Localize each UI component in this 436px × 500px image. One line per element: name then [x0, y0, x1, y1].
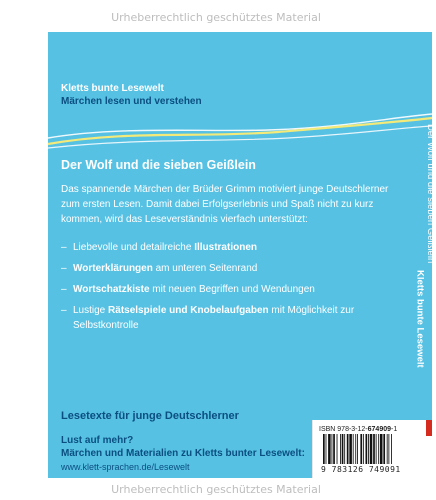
isbn-suffix: -1	[391, 426, 398, 433]
more-info-block	[61, 434, 311, 460]
feature-highlight: Rätselspiele und Knobelaufgaben	[108, 305, 269, 316]
barcode-bar	[380, 434, 383, 464]
section-heading: Lesetexte für junge Deutschlerner	[61, 410, 239, 422]
cover-panel	[48, 32, 436, 478]
barcode-bar	[349, 434, 352, 464]
barcode-bar	[340, 434, 341, 464]
website-url: www.klett-sprachen.de/Lesewelt	[61, 462, 190, 472]
barcode-bar	[342, 434, 344, 464]
barcode-bar	[366, 434, 368, 464]
intro-paragraph: Das spannende Märchen der Brüder Grimm motiviert junge Deutschlerner zum ersten Lesen. Damit dabei Erfolgserlebnis und Spaß nicht zu kurz kommen, wird das Leseverständnis vierfach unterstützt:	[61, 184, 389, 225]
barcode-bar	[355, 434, 356, 464]
feature-highlight: Wortschatzkiste	[73, 284, 150, 295]
barcode-bar	[387, 434, 388, 464]
barcode-bar	[368, 434, 369, 464]
isbn-prefix: ISBN 978-3-12-	[319, 426, 368, 433]
barcode-panel	[312, 420, 433, 478]
feature-text: Liebevolle und detailreiche	[73, 242, 195, 253]
spine-series: Kletts bunte Lesewelt	[414, 270, 426, 368]
feature-highlight: Worterklärungen	[73, 263, 153, 274]
copyright-watermark-top: Urheberrechtlich geschütztes Material	[111, 11, 321, 24]
decorative-waves	[48, 108, 432, 158]
publisher-red-tab	[426, 420, 432, 436]
feature-text: mit Möglichkeit zur Selbstkontrolle	[73, 305, 355, 331]
spine-text	[414, 124, 435, 368]
barcode-bar	[363, 434, 364, 464]
feature-text: am unteren Seitenrand	[152, 263, 258, 274]
copyright-watermark-bottom: Urheberrechtlich geschütztes Material	[111, 483, 321, 496]
barcode-bar	[333, 434, 335, 464]
barcode-graphic	[323, 434, 423, 464]
barcode-bar	[357, 434, 358, 464]
series-title: Kletts bunte Lesewelt	[61, 83, 164, 94]
feature-item	[61, 261, 391, 276]
barcode-bar	[376, 434, 377, 464]
isbn-bold: 674909	[367, 426, 391, 433]
barcode-bar	[353, 434, 354, 464]
barcode-bar	[337, 434, 338, 464]
isbn-label	[319, 426, 397, 433]
barcode-bar	[332, 434, 333, 464]
barcode-bar	[391, 434, 392, 464]
feature-item	[61, 282, 391, 297]
barcode-bar	[328, 434, 331, 464]
more-info-text: Märchen und Materialien zu Kletts bunter Lesewelt:	[61, 448, 305, 459]
more-info-question: Lust auf mehr?	[61, 435, 134, 446]
feature-list	[61, 240, 391, 339]
barcode-bar	[360, 434, 362, 464]
barcode-bar	[373, 434, 375, 464]
feature-text: Lustige	[73, 305, 109, 316]
book-title: Der Wolf und die sieben Geißlein	[61, 158, 256, 172]
series-subtitle: Märchen lesen und verstehen	[61, 96, 202, 107]
barcode-bar	[388, 434, 389, 464]
barcode-bar	[347, 434, 349, 464]
feature-highlight: Illustrationen	[194, 242, 257, 253]
feature-text: mit neuen Begriffen und Wendungen	[149, 284, 315, 295]
barcode-bar	[326, 434, 327, 464]
barcode-bar	[378, 434, 379, 464]
barcode-bar	[344, 434, 345, 464]
barcode-bar	[383, 434, 385, 464]
feature-item	[61, 240, 391, 255]
barcode-bar	[323, 434, 325, 464]
spine-title: Der Wolf und die sieben Geißlein	[424, 124, 436, 264]
barcode-bar	[370, 434, 373, 464]
feature-item	[61, 303, 391, 333]
series-name	[61, 82, 202, 108]
barcode-number: 9 783126 749091	[321, 465, 401, 474]
